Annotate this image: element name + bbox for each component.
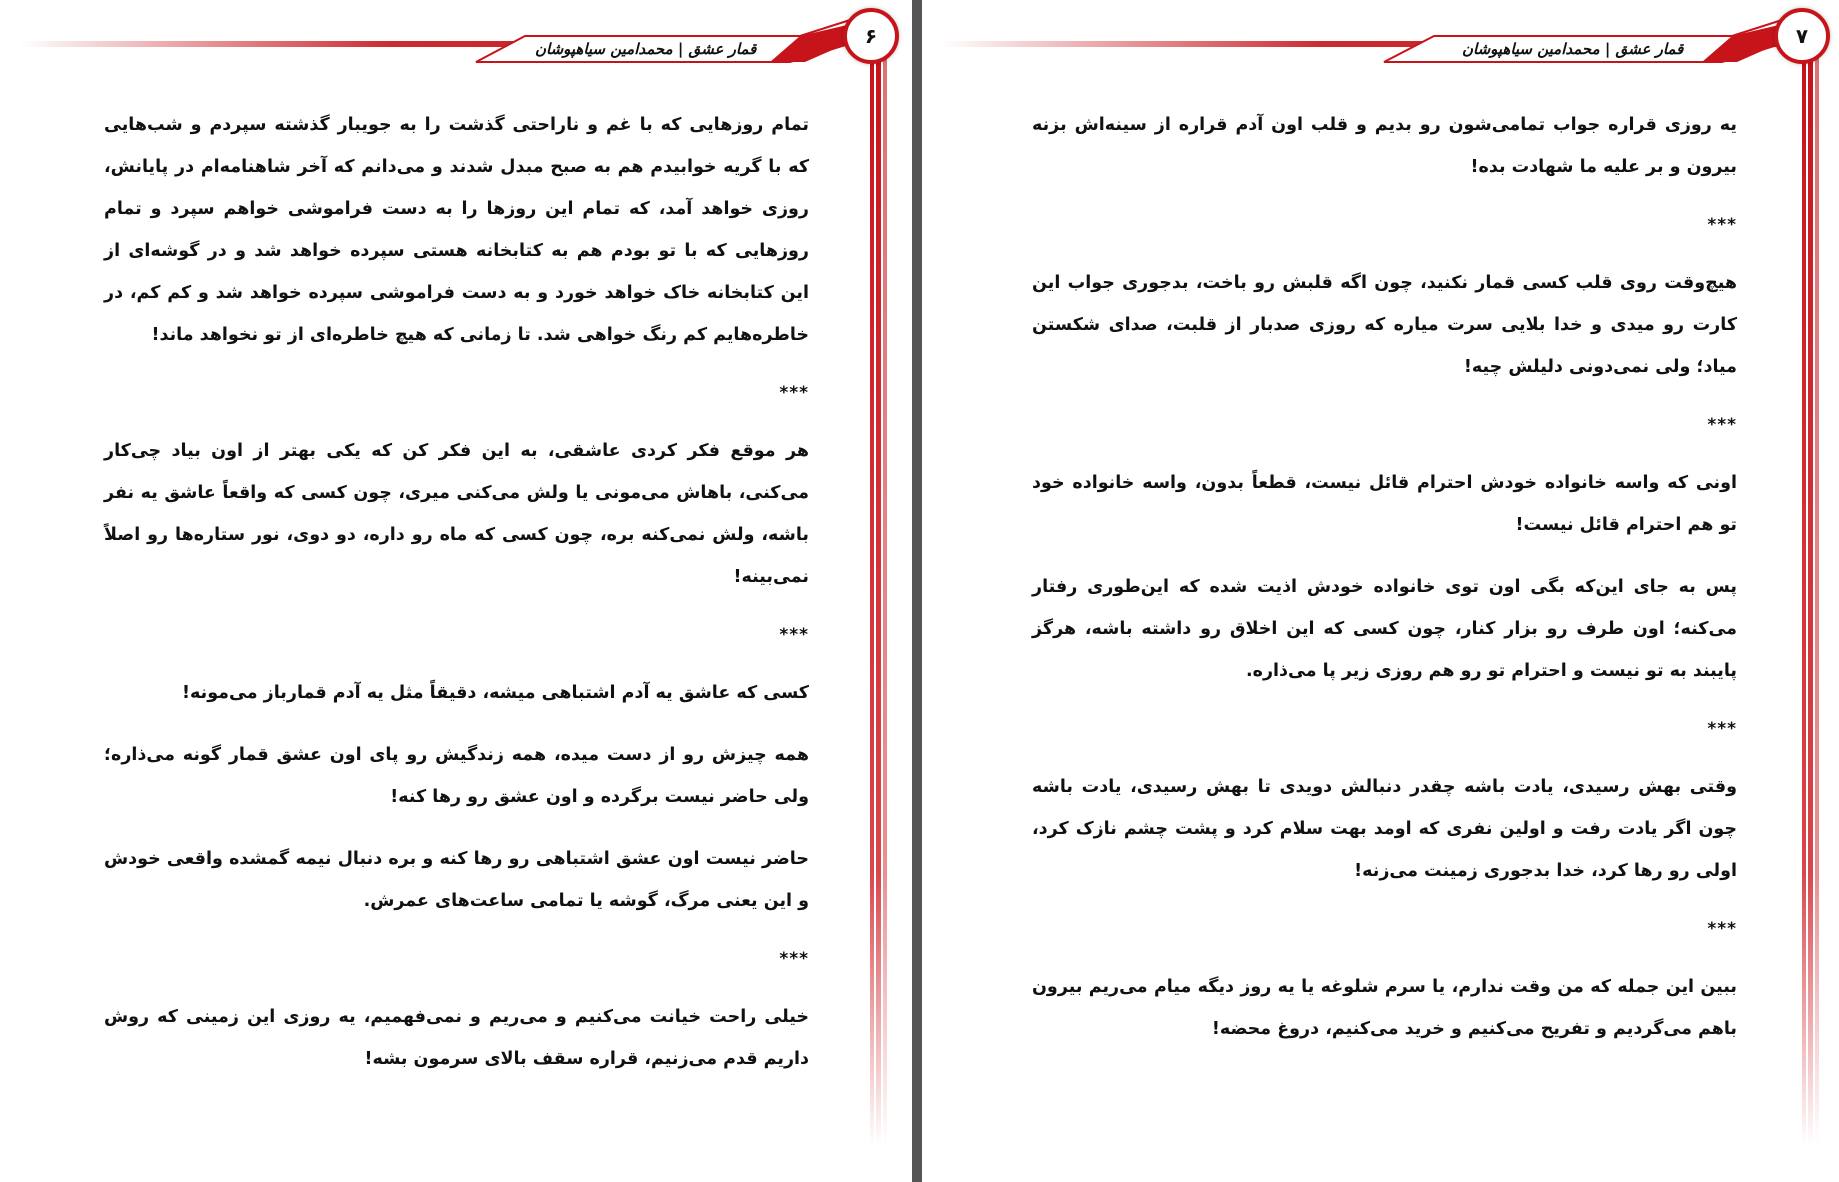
paragraph: خیلی راحت خیانت می‌کنیم و می‌ریم و نمی‌فهمیم، یه روزی این زمینی که روش داریم قدم می‌زنیم، قراره سقف بالای سرمون بشه! xyxy=(104,1007,809,1069)
paragraph: ببین این جمله که من وقت ندارم، یا سرم شلوغه یا یه روز دیگه میام می‌ریم بیرون باهم می‌گردیم و تفریح می‌کنیم و خرید می‌کنیم، دروغ محضه! xyxy=(1032,977,1737,1039)
paragraph: تمام روزهایی که با غم و ناراحتی گذشت را به جویبار گذشته سپردم و شب‌هایی که با گریه خوابیدم هم به صبح مبدل شدند و می‌دانم که آخر شاهنامه‌ام در پایانش، روزی خواهد آمد، که تمام این روزها را به دست فراموشی خواهم سپرد و تمام روزهایی که با تو بودم هم به کتابخانه هستی سپرده خواهد شد و در گوشه‌ای از این کتابخانه خاک خواهد خورد و به دست فراموشی سپرده خواهد شد و کم کم، در خاطره‌هایم کم رنگ خواهی شد. تا زمانی که هیچ خاطره‌ای از تو نخواهد ماند! xyxy=(104,115,809,345)
paragraph: پس به جای این‌که بگی اون توی خانواده خودش اذیت شده که این‌طوری رفتار می‌کنه؛ اون طرف رو بزار کنار، چون کسی که این اخلاق رو داشته باشه، هرگز پایبند به تو نیست و احترام تو رو هم روزی زیر پا می‌ذاره. xyxy=(1032,577,1737,681)
page-content xyxy=(1032,104,1737,1070)
separator: *** xyxy=(779,625,809,645)
left-page xyxy=(0,0,912,1182)
side-bar xyxy=(868,55,890,1145)
separator: *** xyxy=(779,383,809,403)
header-title: قمار عشق | محمدامین سیاهپوشان xyxy=(535,40,757,58)
page-number: ۷ xyxy=(1774,8,1830,64)
side-bar xyxy=(1800,55,1822,1145)
separator: *** xyxy=(1707,215,1737,235)
paragraph: کسی که عاشق یه آدم اشتباهی میشه، دقیقاً مثل یه آدم قمارباز می‌مونه! xyxy=(182,683,809,703)
separator: *** xyxy=(1707,719,1737,739)
paragraph: وقتی بهش رسیدی، یادت باشه چقدر دنبالش دویدی تا بهش رسیدی، یادت باشه چون اگر یادت رفت و اولین نفری که اومد بهت سلام کرد و پشت چشم نازک کرد، اولی رو رها کرد، خدا بدجوری زمینت می‌زنه! xyxy=(1032,777,1737,881)
page-content xyxy=(104,104,809,1100)
right-page xyxy=(922,0,1839,1182)
page-gutter xyxy=(912,0,922,1182)
header-decoration xyxy=(0,0,912,90)
paragraph: همه چیزش رو از دست میده، همه زندگیش رو پای اون عشق قمار گونه می‌ذاره؛ ولی حاضر نیست برگرده و اون عشق رو رها کنه! xyxy=(104,745,809,807)
separator: *** xyxy=(1707,415,1737,435)
separator: *** xyxy=(779,949,809,969)
paragraph: یه روزی قراره جواب تمامی‌شون رو بدیم و قلب اون آدم قراره از سینه‌اش بزنه بیرون و بر علیه ما شهادت بده! xyxy=(1032,115,1737,177)
header-title: قمار عشق | محمدامین سیاهپوشان xyxy=(1462,40,1684,58)
header-decoration xyxy=(922,0,1839,90)
paragraph: هیچ‌وقت روی قلب کسی قمار نکنید، چون اگه قلبش رو باخت، بدجوری جواب این کارت رو میدی و خدا بلایی سرت میاره که روزی صدبار از قلبت، صدای شکستن میاد؛ ولی نمی‌دونی دلیلش چیه! xyxy=(1032,273,1737,377)
page-number: ۶ xyxy=(843,8,899,64)
paragraph: حاضر نیست اون عشق اشتباهی رو رها کنه و بره دنبال نیمه گمشده واقعی خودش و این یعنی مرگ، گوشه یا تمامی ساعت‌های عمرش. xyxy=(104,849,809,911)
separator: *** xyxy=(1707,919,1737,939)
paragraph: هر موقع فکر کردی عاشقی، به این فکر کن که یکی بهتر از اون بیاد چی‌کار می‌کنی، باهاش می‌مونی یا ولش می‌کنی میری، چون کسی که واقعاً عاشق یه نفر باشه، ولش نمی‌کنه بره، چون کسی که ماه رو داره، دو دوی، نور ستاره‌ها رو اصلاً نمی‌بینه! xyxy=(104,441,809,587)
paragraph: اونی که واسه خانواده خودش احترام قائل نیست، قطعاً بدون، واسه خانواده خود تو هم احترام قائل نیست! xyxy=(1032,473,1737,535)
